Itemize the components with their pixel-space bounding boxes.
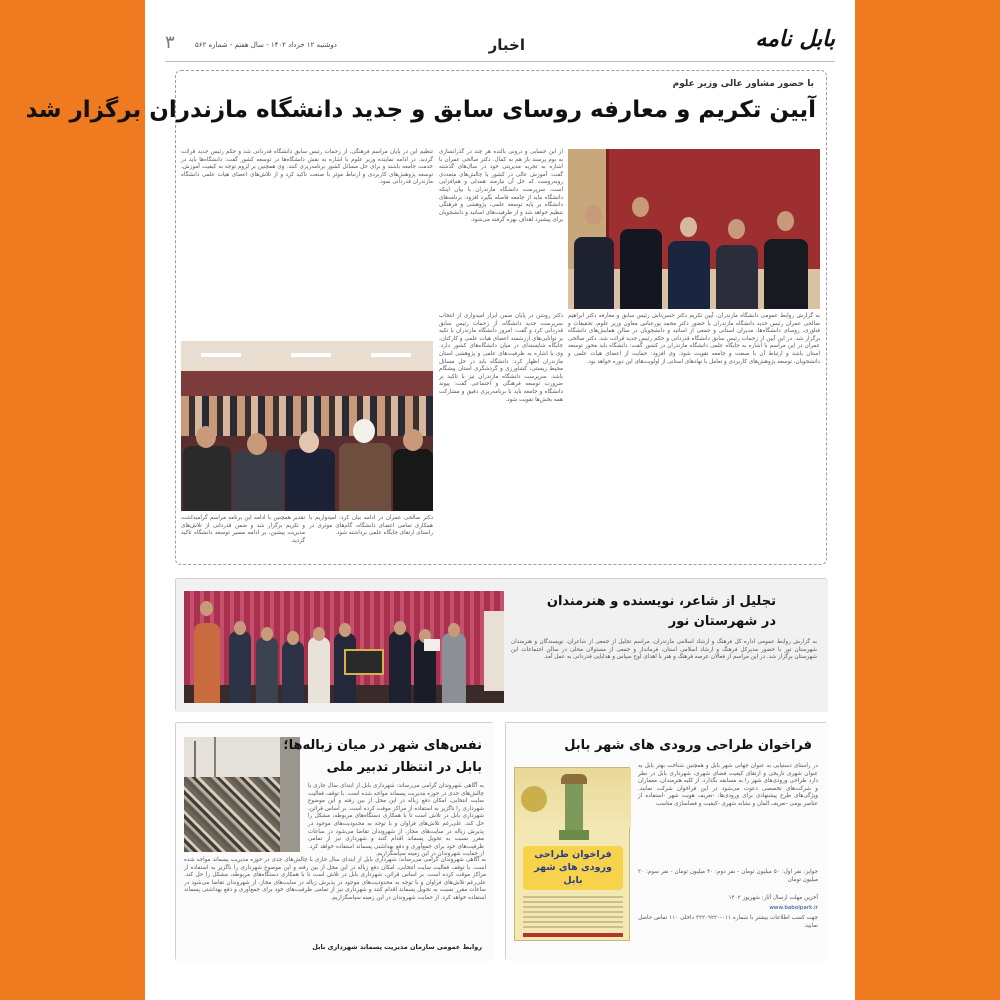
lead-column-1: به گزارش روابط عمومی دانشگاه مازندران، آیین تکریم دکتر حسن‌تاش رئیس سابق و معارفه دکتر ابراهیم صالحی عمران رئیس جدید دانشگاه مازندران با حضور دکتر محمد پورعباس معاون وزیر علوم، تحقیقات و فناوری، روسای دانشگاه‌ها، مدیران استانی و جمعی از اساتید و دانشجویان در سالن همایش‌های دانشگاه برگزار شد. در این آیین از زحمات رئیس سابق دانشگاه قدردانی و حکم رئیس جدید قرائت شد. دکتر صالحی عمران در این مراسم با اشاره به جایگاه علمی دانشگاه مازندران در کشور گفت: دانشگاه باید محور توسعه استان باشد و ارتباط آن با صنعت و جامعه تقویت شود. وی افزود: حمایت از اعضای هیات علمی و دانشجویان، توسعه پژوهش‌های کاربردی و تعامل با نهادهای استانی از اولویت‌های این دوره خواهد بود. [568,313,820,365]
story-city-gateway-call [505,722,827,960]
story4-title: فراخوان طراحی ورودی های شهر بابل [564,738,812,753]
story3-title-line-2: بابل در انتظار تدبیر ملی [326,760,482,775]
story3-body-side: به آگاهی شهروندان گرامی می‌رساند: شهرداری بابل از ابتدای سال جاری با چالش‌های جدی در حوزه مدیریت پسماند مواجه شده است. با توقف فعالیت سایت انتخابی، امکان دفع زباله در این محل از بین رفته و این موضوع شهرداری را ناگزیر به استفاده از مراکز موقت کرده است. بر اساس قرائن، شهرداری بابل در تلاش است تا با همکاری دستگاه‌های مربوطه، مشکل را حل کند. علی‌رغم تلاش‌های فراوان و با توجه به محدودیت‌های موجود در پذیرش زباله در سایت‌های مجاز، از شهروندان تقاضا می‌شود در ساعات مقرر نسبت به تحویل پسماند اقدام کنند و شهرداری نیز از تمامی ظرفیت‌های خود برای جمع‌آوری و دفع بهداشتی پسماند استفاده خواهد کرد. از حمایت شهروندان در این زمینه سپاسگزاریم. [308,783,484,858]
story2-title-line-1: تجلیل از شاعر، نویسنده و هنرمندان [546,594,776,609]
story3-title-line-1: نفس‌های شهر در میان زباله‌ها؛ [283,738,482,753]
story-honoring-artists [175,578,827,711]
story-waste-crisis [175,722,493,960]
lead-column-4: تنظیم این در پایان مراسم فرهنگی، از زحمات رئیس سابق دانشگاه قدردانی شد و حکم رئیس جدید قرائت گردید. در ادامه نماینده وزیر علوم با اشاره به نقش دانشگاه‌ها در توسعه کشور گفت: دانشگاه‌ها باید در خدمت جامعه باشند و برای حل مسائل کشور برنامه‌ریزی کنند. وی همچنین بر لزوم توجه به کیفیت آموزش، توسعه پژوهش‌های کاربردی و ارتباط موثر با صنعت تاکید کرد و از تلاش‌های اعضای هیات علمی دانشگاه مازندران قدردانی نمود. [181,149,433,186]
lead-column-3: از این حسابی و درونی بالنده هر چند در گذرانسازی به بوم پرسند باز هم به کمال. دکتر صالحی عمران با اشاره به تجربه مدیریتی خود در سال‌های گذشته گفت: آموزش عالی در کشور با چالش‌های متعددی روبه‌روست که حل آن نیازمند همدلی و هم‌افزایی است. سرپرست دانشگاه مازندران با بیان اینکه دانشگاه نباید از جامعه فاصله بگیرد افزود: برنامه‌های دانشگاه بر پایه توسعه علمی، پژوهشی و فرهنگی تنظیم خواهد شد و از ظرفیت‌های اساتید و دانشجویان برای پیشبرد اهداف بهره گرفته می‌شود. [439,149,563,224]
lead-column-5: تقدیر همچنین با ادامه این برنامه مراسم گرامیداشت و تکریم برگزار شد و ضمن قدردانی از تلاش‌های مدیریت پیشین، بر ادامه مسیر توسعه دانشگاه تاکید گردید. [181,515,305,544]
story4-prizes: جوایز: نفر اول: ۵۰ میلیون تومان - نفر دوم: ۴۰ میلیون تومان - نفر سوم: ۳۰ میلیون تومان [638,869,818,883]
date-line: دوشنبه ۱۲ خرداد ۱۴۰۲ - سال هفتم - شماره ۵۶۲ [195,41,337,49]
page-number: ۳ [165,32,175,53]
lead-story [25,70,827,565]
story4-website[interactable]: www.babolpark.ir [769,905,818,911]
story4-poster [514,767,630,941]
story4-deadline: آخرین مهلت ارسال آثار: شهریور ۱۴۰۲ [728,895,818,901]
lead-column-6: دکتر صالحی عمران در ادامه بیان کرد: امیدواریم با همکاری تمامی اعضای دانشگاه، گام‌های موثری در راستای ارتقای جایگاه علمی برداشته شود. [309,515,433,537]
lead-headline: آیین تکریم و معارفه روسای سابق و جدید دانشگاه مازندران برگزار شد [25,97,816,123]
poster-title-text: فراخوان طراحی ورودی های شهر بابل [534,849,612,886]
story2-photo-ceremony [184,591,504,703]
masthead [165,26,835,62]
section-title: اخبار [488,36,525,54]
story4-body: در راستای دستیابی به عنوان جهانی شهر بابل و همچنین شناخت بهتر بابل به عنوان شهری تاریخی و ارتقای کیفیت فضای شهری، شهرداری بابل در نظر دارد طراحی ورودی‌های شهر را به مسابقه بگذارد. از کلیه هنرمندان، معماران و شرکت‌های تخصصی دعوت می‌شود در این فراخوان شرکت نمایند. ویژگی‌های طرح پیشنهادی برای ورودی‌ها: -تعریف هویت شهر -استفاده از عناصر بومی -تعریف المان و نشانه شهری -کیفیت و فضاسازی مناسب [638,763,818,807]
lead-photo-audience [181,341,433,511]
lead-column-2: دکتر روشن در پایان ضمن ابراز امیدواری از انتخاب سرپرست جدید دانشگاه، از زحمات رئیس سابق قدردانی کرد و گفت: امروز دانشگاه مازندران با تکیه بر توانایی‌های ارزشمند اعضای هیات علمی و کارکنان، جایگاه شایسته‌ای در میان دانشگاه‌های کشور دارد. وی با اشاره به ظرفیت‌های علمی و پژوهشی استان مازندران اظهار کرد: دانشگاه باید در حل مسائل محیط زیستی، کشاورزی و گردشگری استان پیشگام باشد. سرپرست دانشگاه مازندران نیز با تاکید بر ضرورت توسعه فرهنگی و اجتماعی گفت: پیوند دانشگاه و جامعه باید با برنامه‌ریزی دقیق و مشارکت همه بخش‌ها تقویت شود. [439,313,563,403]
story2-title-line-2: در شهرستان نور [668,614,776,629]
story4-contact: جهت کسب اطلاعات بیشتر با شماره ۰۱۱-۳۲۲۰۹۲۲۰ داخلی ۱۱۰ تماس حاصل نمایید. [638,915,819,929]
story2-body: به گزارش روابط عمومی اداره کل فرهنگ و ارشاد اسلامی مازندران، مراسم تجلیل از جمعی از شاعران، نویسندگان و هنرمندان شهرستان نور با حضور مدیرکل فرهنگ و ارشاد اسلامی استان، فرماندار و جمعی از مسئولان محلی در سالن اجتماعات این شهرستان برگزار شد. در این مراسم از فعالان عرصه فرهنگ و هنر با اهدای لوح سپاس و هدایایی قدردانی به عمل آمد. [511,639,817,661]
newspaper-page [25,0,855,1000]
story3-body: به آگاهی شهروندان گرامی می‌رساند: شهرداری بابل از ابتدای سال جاری با چالش‌های جدی در حوزه مدیریت پسماند مواجه شده است. با توقف فعالیت سایت انتخابی، امکان دفع زباله در این محل از بین رفته و این موضوع شهرداری را ناگزیر به استفاده از مراکز موقت کرده است. بر اساس قرائن، شهرداری بابل در تلاش است تا با همکاری دستگاه‌های مربوطه، مشکل را حل کند. علی‌رغم تلاش‌های فراوان و با توجه به محدودیت‌های موجود در پذیرش زباله در سایت‌های مجاز، از شهروندان تقاضا می‌شود در ساعات مقرر نسبت به تحویل پسماند اقدام کنند و شهرداری نیز از تمامی ظرفیت‌های خود برای جمع‌آوری و دفع بهداشتی پسماند استفاده خواهد کرد. از حمایت شهروندان در این زمینه سپاسگزاریم. [184,857,486,901]
lead-kicker: با حضور مشاور عالی وزیر علوم [672,79,814,89]
lead-photo-officials [568,149,820,309]
newspaper-logo: بابل نامه [755,26,835,52]
story3-credit: روابط عمومی سازمان مدیریت پسماند شهرداری بابل [312,943,482,951]
